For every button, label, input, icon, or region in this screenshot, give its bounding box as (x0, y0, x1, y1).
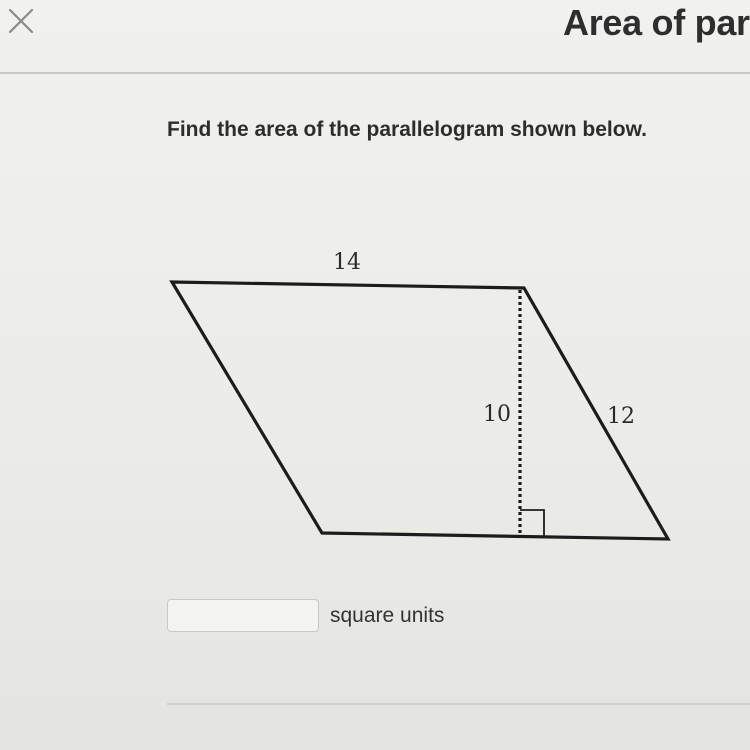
height-label: 10 (483, 402, 511, 427)
slant-side-label: 12 (607, 404, 635, 429)
page-title: Area of par (563, 2, 750, 43)
top-bar (0, 0, 750, 74)
close-button[interactable] (4, 4, 38, 38)
question-prompt: Find the area of the parallelogram shown below. (167, 118, 647, 141)
right-angle-marker (520, 510, 544, 536)
top-side-label: 14 (333, 250, 361, 275)
bottom-divider (167, 703, 750, 705)
answer-input[interactable] (167, 599, 319, 632)
unit-label: square units (330, 604, 445, 627)
close-icon (4, 4, 38, 38)
header-divider (0, 72, 750, 74)
parallelogram-shape (172, 282, 668, 539)
